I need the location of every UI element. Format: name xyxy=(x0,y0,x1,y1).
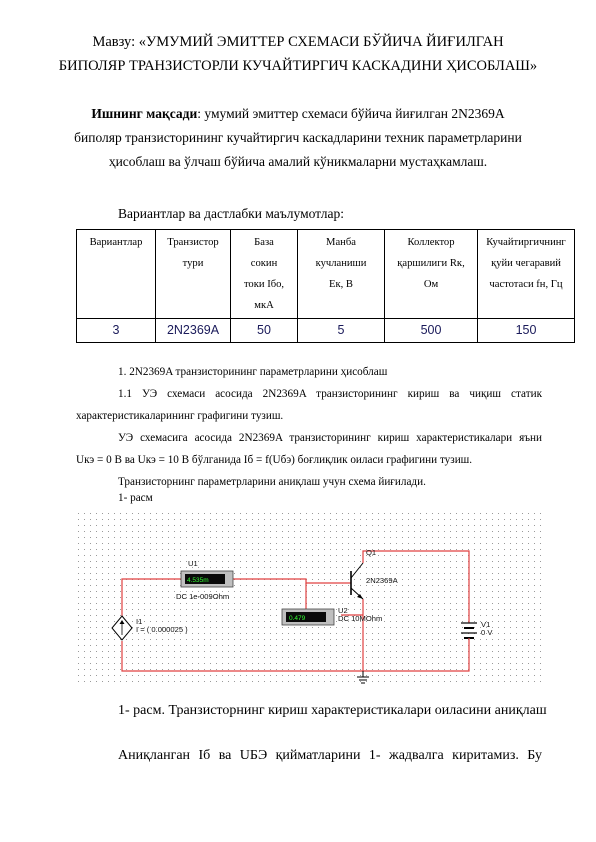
q1-part: 2N2369A xyxy=(366,576,398,585)
figure-caption: 1- расм. Транзисторнинг кириш характеристикалари оиласини аниқлаш xyxy=(118,703,547,718)
figure-label: 1- расм xyxy=(118,492,153,504)
i1-label: I1 xyxy=(136,617,143,626)
header-cell: Транзистор тури xyxy=(156,230,231,319)
table-row xyxy=(77,319,575,343)
bottom-text: Аниқланган Iб ва UБЭ қийматларини 1- жадвалга киритамиз. Бу xyxy=(118,748,542,763)
goal-line-2: биполяр транзисторининг кучайтиргич каскадларини техник параметрларини xyxy=(74,130,522,145)
u2-readout: 0.479 xyxy=(289,615,306,622)
title-line-1: Мавзу: «УМУМИЙ ЭМИТТЕР СХЕМАСИ БЎЙИЧА ЙИҒИЛГАН xyxy=(92,34,504,50)
circuit-diagram xyxy=(76,511,542,687)
grid-background xyxy=(76,511,542,687)
para2-line1: УЭ схемасига асосида 2N2369A транзисторининг кириш характеристикалари яъни xyxy=(118,432,542,444)
variants-heading: Вариантлар ва дастлабки маълумотлар: xyxy=(118,206,344,221)
table-cell: 3 xyxy=(77,319,156,343)
u1-label: U1 xyxy=(188,559,198,568)
goal-text-1: : умумий эмиттер схемаси бўйича йиғилган 2N2369A xyxy=(197,106,505,121)
header-cell: База сокин токи Iбо, мкА xyxy=(231,230,298,319)
para1-line2: характеристикаларининг графигини тузиш. xyxy=(76,410,284,422)
table-cell: 2N2369A xyxy=(156,319,231,343)
goal-label: Ишнинг мақсади xyxy=(91,106,198,121)
para1-line1: 1.1 УЭ схемаси асосида 2N2369A транзисторининг кириш ва чиқиш статик xyxy=(118,388,542,400)
header-cell: Манба кучланиши Eк, В xyxy=(298,230,385,319)
header-cell: Вариантлар xyxy=(77,230,156,319)
goal-line-3: ҳисоблаш ва ўлчаш бўйича амалий кўникмаларни мустаҳкамлаш. xyxy=(108,154,488,169)
q1-label: Q1 xyxy=(366,548,377,557)
variants-table xyxy=(76,229,575,343)
table-cell: 150 xyxy=(478,319,575,343)
u2-label: U2 xyxy=(338,606,348,615)
table-cell: 500 xyxy=(385,319,478,343)
header-cell: Коллектор қаршилиги Rк, Ом xyxy=(385,230,478,319)
u1-readout: 4.535m xyxy=(187,577,209,584)
title-line-2: БИПОЛЯР ТРАНЗИСТОРЛИ КУЧАЙТИРГИЧ КАСКАДИНИ ҲИСОБЛАШ» xyxy=(58,58,538,74)
v1-label: V1 xyxy=(481,620,491,629)
table-cell: 50 xyxy=(231,319,298,343)
goal-line-1 xyxy=(0,102,596,125)
header-cell: Кучайтиргичнинг қуйи чегаравий частотаси fн, Гц xyxy=(478,230,575,319)
u1-spec: DC 1e-009Ohm xyxy=(176,592,230,601)
u2-spec: DC 10MOhm xyxy=(338,614,383,623)
section-heading: 1. 2N2369A транзисторининг параметрларини ҳисоблаш xyxy=(118,366,388,378)
para3: Транзисторнинг параметрларини аниқлаш учун схема йиғилади. xyxy=(118,476,426,488)
table-header-row xyxy=(77,230,575,319)
i1-value: I = ( 0.000025 ) xyxy=(136,625,188,634)
v1-value: 0 V xyxy=(481,628,493,637)
para2-line2: Uкэ = 0 В ва Uкэ = 10 В бўлганида Iб = f(Uбэ) боғлиқлик оиласи графигини тузиш. xyxy=(76,454,473,466)
table-cell: 5 xyxy=(298,319,385,343)
